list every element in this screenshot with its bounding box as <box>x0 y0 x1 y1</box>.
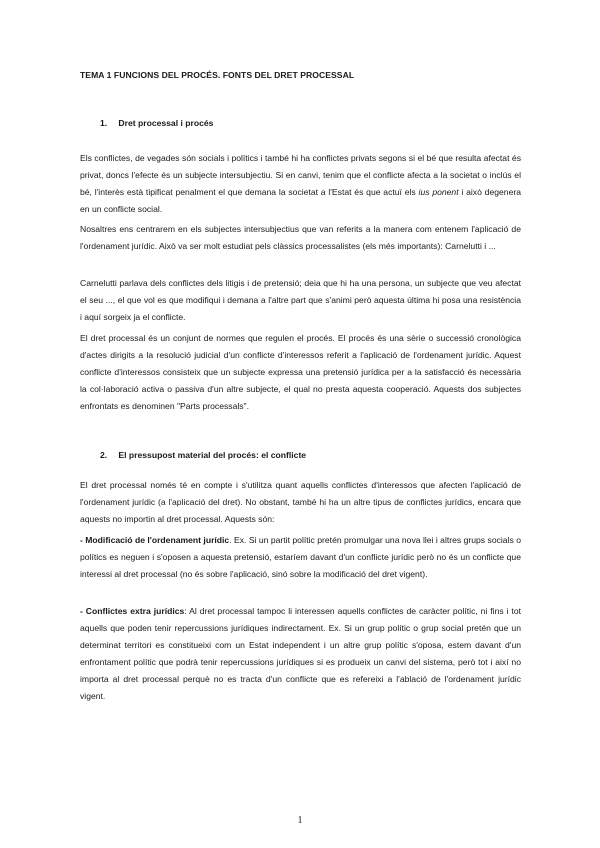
document-title: TEMA 1 FUNCIONS DEL PROCÉS. FONTS DEL DRET PROCESSAL <box>80 70 355 80</box>
paragraph-1-italic: ius ponent <box>418 187 459 197</box>
section-heading-1 <box>100 118 213 128</box>
paragraph-7-bold: - Conflictes extra jurídics <box>80 606 185 616</box>
paragraph-1-text-b: i això degenera en un conflicte social. <box>80 187 521 214</box>
paragraph-6 <box>80 532 521 583</box>
paragraph-5: El dret processal només té en compte i s'utilitza quant aquells conflictes d'interessos que afecten l'aplicació de l'ordenament jurídic (a l'aplicació del dret). No obstant, també hi ha un altre tipus de conflictes jurídics, encara que aquests no importin al dret processal. Aquests són: <box>80 480 521 524</box>
paragraph-7-text: : Al dret processal tampoc li interessen aquells conflictes de caràcter polític, ni fins i tot aquells que poden tenir repercussions jurídiques indirectament. Ex. Si un grup polític o grup social pretén que un determinat territori es constitueixi com un Estat independent i un altre grup polític s'oposa, estem davant d'un enfrontament polític que podrà tenir repercussions jurídiques si es produeix un canvi del sistema, però tot i així no importa al dret processal perquè no es tracta d'un conflicte que es refereixi a l'ablació de l'ordenament jurídic vigent. <box>80 606 521 701</box>
paragraph-3: Carnelutti parlava dels conflictes dels litigis i de pretensió; deia que hi ha una persona, un subjecte que veu afectat el seu ..., el que vol es que modifiqui i demana a l'altre part que s'animi però aquesta última hi posa una resistència i aquí sorgeix ja el conflicte. <box>80 278 521 322</box>
paragraph-2: Nosaltres ens centrarem en els subjectes intersubjectius que van referits a la manera com entenem l'aplicació de l'ordenament jurídic. Això va ser molt estudiat pels clàssics processalistes (els més importants): Carnelutti i ... <box>80 224 521 251</box>
paragraph-6-bold: - Modificació de l'ordenament jurídic <box>80 535 230 545</box>
paragraph-1 <box>80 150 521 218</box>
section-number-2: 2. <box>100 450 108 460</box>
paragraph-1-text-a: Els conflictes, de vegades són socials i polítics i també hi ha conflictes privats segons si el bé que resulta afectat és privat, doncs l'efecte és un subjecte intersubjectiu. Si en canvi, tenim que el conflicte afecta a la societat o inclús el bé, l'interès està tipificat penalment el que demana la societat a l'Estat és que actuï els <box>80 153 521 197</box>
section-title-1: Dret processal i procés <box>118 118 214 128</box>
section-heading-2 <box>100 450 306 460</box>
paragraph-4: El dret processal és un conjunt de normes que regulen el procés. El procés és una sèrie o successió cronològica d'actes dirigits a la resolució judicial d'un conflicte d'interessos referit a l'aplicació de l'ordenament jurídic. Aquest conflicte d'interessos consisteix que un subjecte expressa una pretensió jurídica per a la satisfacció és necessària la col·laboració activa o passiva d'un altre subjecte, el qual no presta aquesta cooperació. Aquests dos subjectes enfrontats es denominen "Parts processals". <box>80 333 521 411</box>
paragraph-7 <box>80 603 521 705</box>
paragraph-6-text: . Ex. Si un partit polític pretén promulgar una nova llei i altres grups socials o polítics es neguen i s'oposen a aquesta pretensió, estaríem davant d'un conflicte jurídic però no és un conflicte que interessi al dret processal (no és sobre l'aplicació, sinó sobre la modificació del dret vigent). <box>80 535 521 579</box>
section-title-2: El pressupost material del procés: el conflicte <box>118 450 307 460</box>
section-number-1: 1. <box>100 118 108 128</box>
page-number: 1 <box>297 815 303 826</box>
